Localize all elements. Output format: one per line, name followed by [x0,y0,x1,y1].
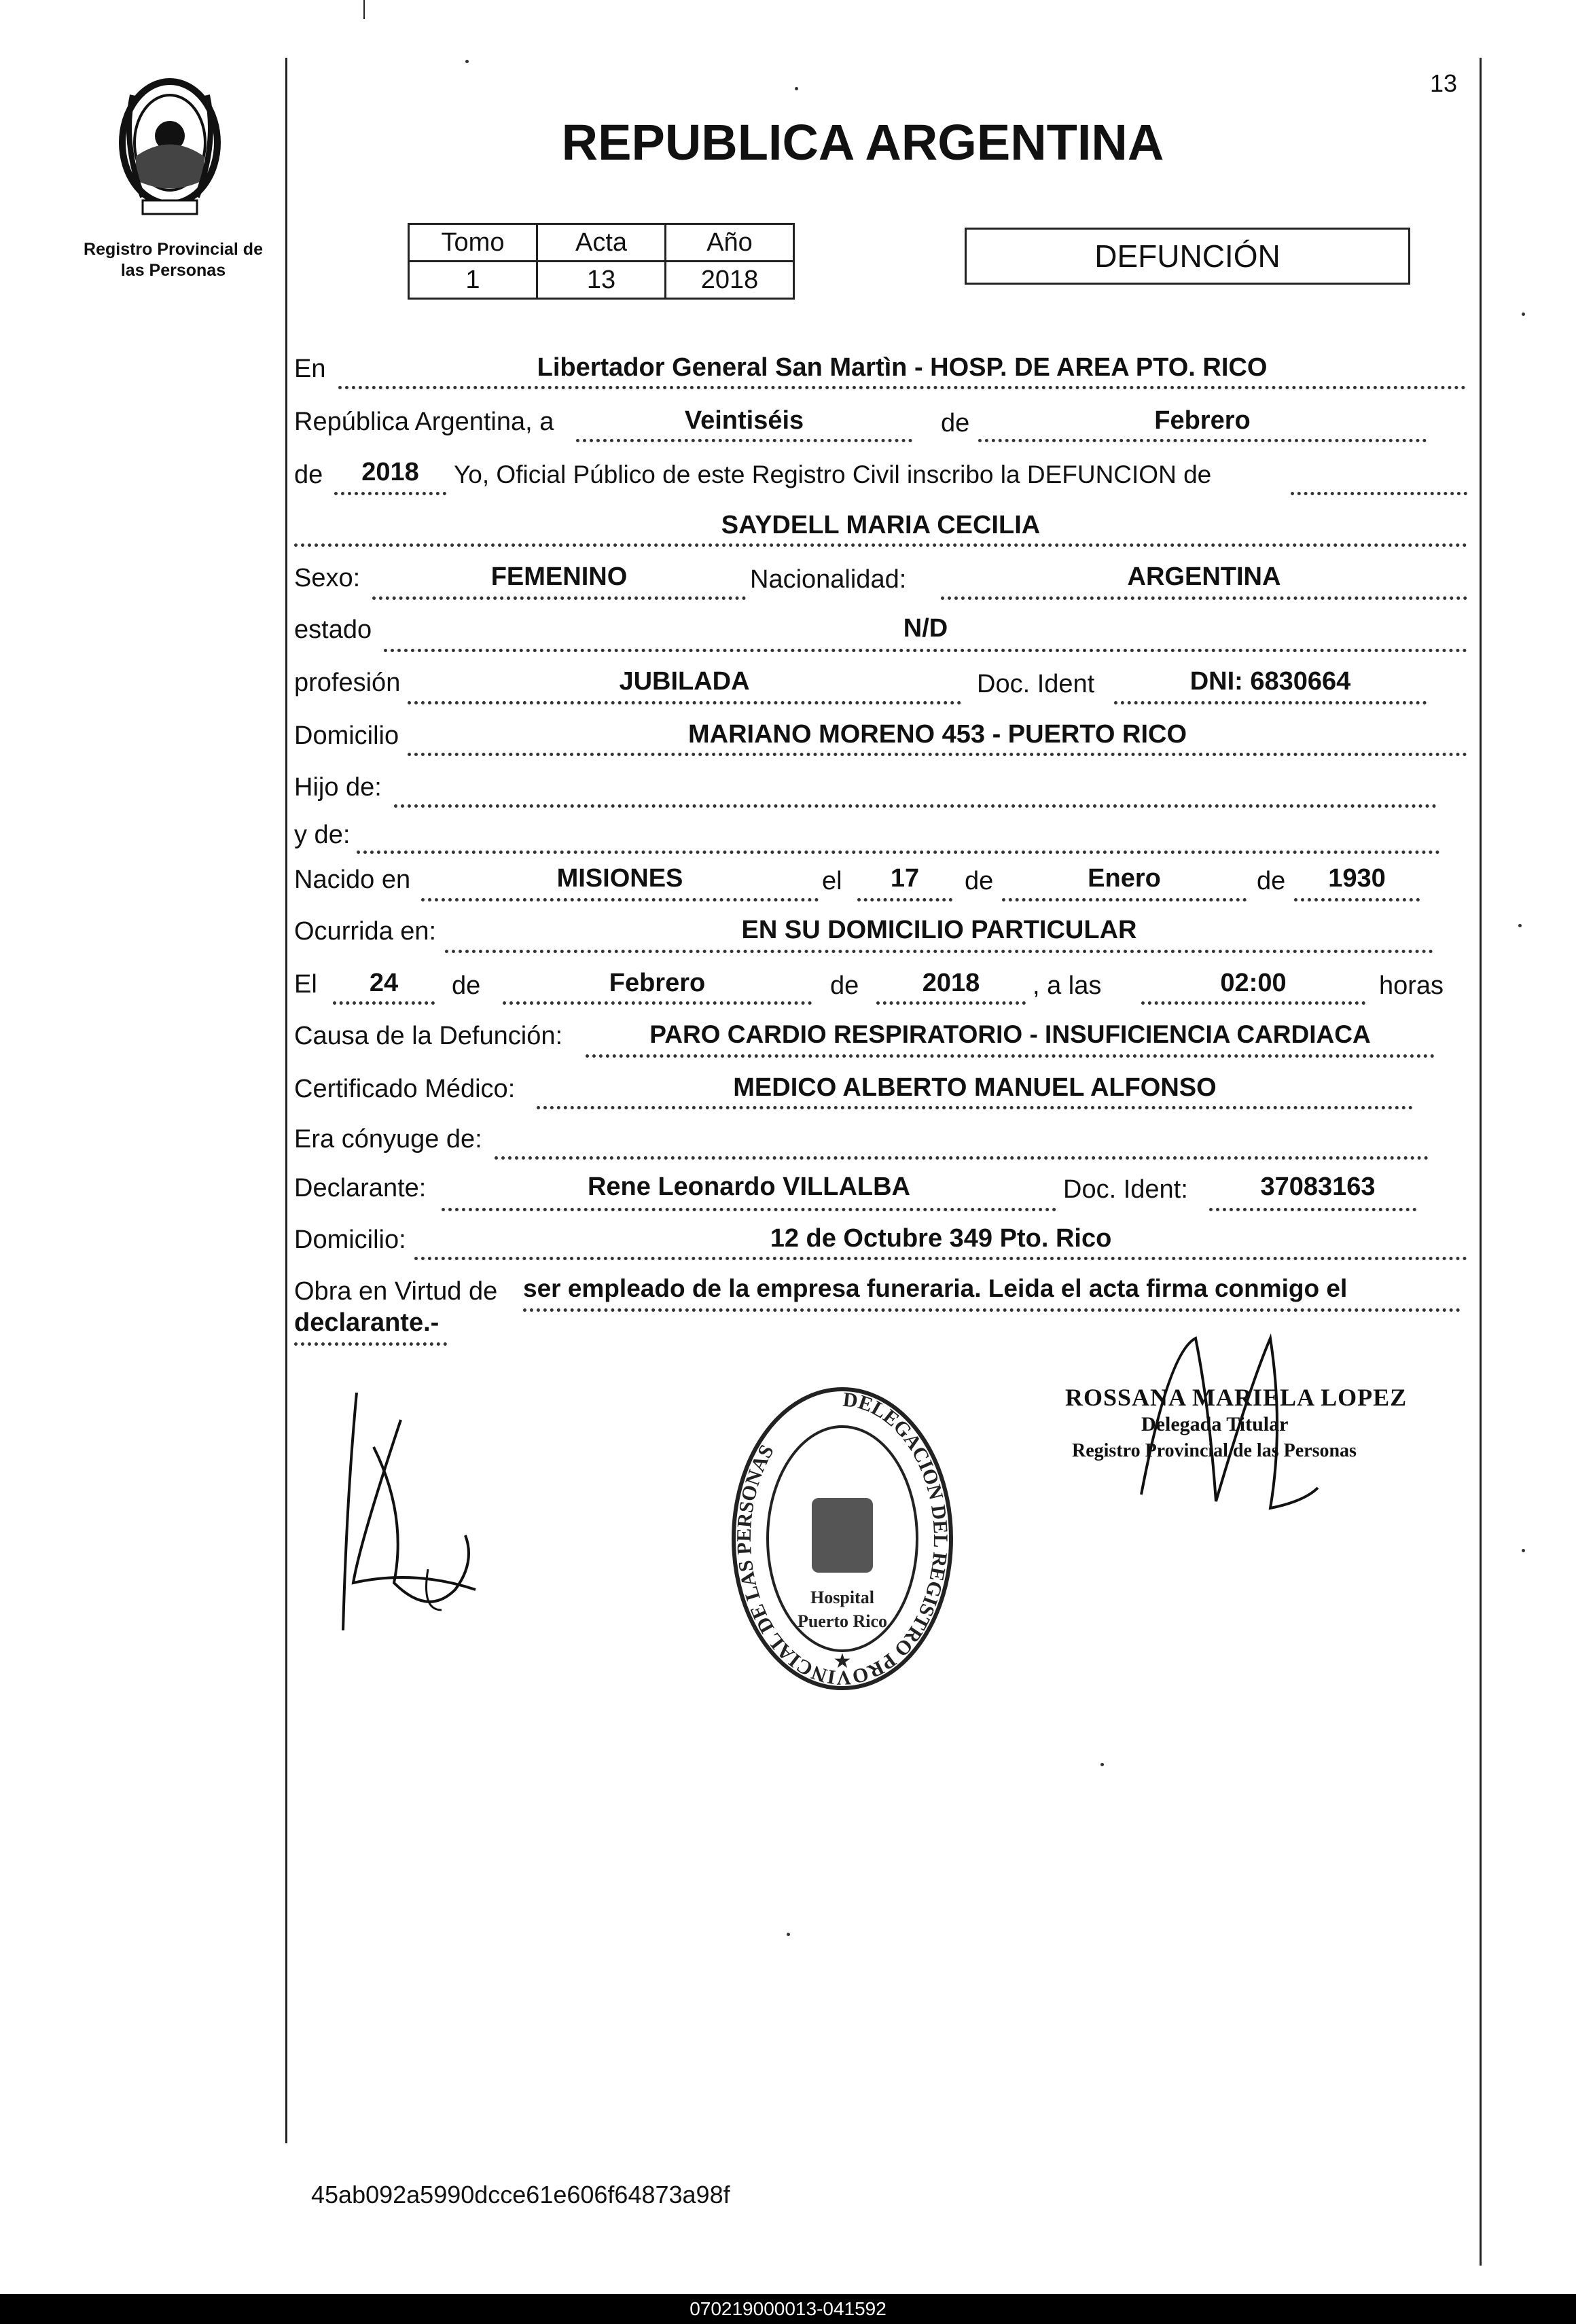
declarante-doc: 37083163 [1260,1173,1376,1201]
domicilio-dotted-line [408,753,1467,756]
certificado-label: Certificado Médico: [294,1075,516,1103]
sexo-label: Sexo: [294,564,361,592]
obra-label: Obra en Virtud de [294,1277,498,1306]
birth-year: 1930 [1328,864,1386,893]
birth-month: Enero [1088,864,1161,893]
scan-speck [1518,924,1522,927]
declarant-signature [319,1365,509,1658]
obra-dotted-line-2 [294,1342,447,1346]
acta-header: Acta [537,224,666,262]
death-month-dotted-line [503,1001,812,1005]
scan-speck [795,87,798,90]
estado-value: N/D [903,614,948,643]
nacido-value: MISIONES [556,864,683,893]
nacido-label: Nacido en [294,865,411,894]
logo-caption: Registro Provincial de las Personas [84,240,263,280]
anio-value: 2018 [666,262,794,299]
de-label-2: de [294,461,323,489]
obra-value: ser empleado de la empresa funeraria. Leida el acta firma conmigo el [523,1274,1348,1302]
scan-speck [1522,1549,1525,1552]
top-tick-line [363,0,365,19]
inscribe-dotted-line [1291,492,1467,495]
death-time-dotted-line [1141,1001,1365,1005]
de-label-4: de [1257,867,1286,895]
scan-speck [787,1933,790,1936]
birth-year-dotted-line [1294,898,1420,901]
ocurrida-dotted-line [445,950,1433,953]
declarante-domicilio: 12 de Octubre 349 Pto. Rico [770,1224,1112,1253]
death-time: 02:00 [1220,969,1287,997]
document-hash: 45ab092a5990dcce61e606f64873a98f [311,2181,730,2209]
tomo-header: Tomo [409,224,537,262]
doc-ident-dotted-line [1114,701,1427,704]
declarante-doc-dotted-line [1209,1208,1416,1211]
stamp-ring-text: DELEGACION DEL REGISTRO PROVINCIAL DE LAS PERSONAS [732,1388,952,1690]
day-dotted-line [576,439,912,442]
obra-value-2: declarante.- [294,1308,440,1337]
deceased-name: SAYDELL MARIA CECILIA [721,511,1041,539]
official-name: ROSSANA MARIELA LOPEZ [1065,1384,1408,1411]
right-margin-line [1480,58,1482,2266]
declarante-domicilio-dotted-line [414,1257,1467,1260]
nacionalidad-dotted-line [941,596,1467,600]
death-year: 2018 [922,969,980,997]
stamp-inner-text-1: Hospital [810,1588,874,1607]
month-dotted-line [978,439,1427,442]
hijo-label: Hijo de: [294,773,382,802]
anio-header: Año [666,224,794,262]
page-title: REPUBLICA ARGENTINA [561,114,1164,171]
en-dotted-line [338,386,1466,389]
death-month: Febrero [609,969,706,997]
profesion-label: profesión [294,668,401,697]
hijo-dotted-line [394,804,1437,808]
estado-label: estado [294,615,372,644]
footer-bar [0,2294,1576,2324]
nacionalidad-label: Nacionalidad: [750,565,907,594]
province-logo [102,68,238,217]
day-value: Veintiséis [684,406,804,435]
certificado-dotted-line [537,1106,1413,1109]
conyuge-dotted-line [495,1156,1429,1160]
record-table [408,223,795,300]
ocurrida-value: EN SU DOMICILIO PARTICULAR [741,916,1137,944]
declarante-dotted-line [442,1208,1056,1211]
page-number: 13 [1430,69,1458,97]
de-label: de [941,409,970,437]
year-value: 2018 [361,458,419,486]
death-year-dotted-line [876,1001,1026,1005]
declarante-label: Declarante: [294,1174,427,1202]
svg-text:★: ★ [833,1650,852,1673]
el-label-2: El [294,970,317,999]
nacionalidad-value: ARGENTINA [1127,562,1281,591]
birth-day: 17 [890,864,920,893]
month-value: Febrero [1154,406,1251,435]
horas-label: horas [1379,971,1444,1000]
official-title: Delegada Titular [1141,1413,1289,1435]
de-label-5: de [452,971,481,1000]
year-dotted-line [334,492,446,495]
document-type-box: DEFUNCIÓN [965,228,1410,285]
domicilio-label-2: Domicilio: [294,1226,406,1254]
inscribe-text: Yo, Oficial Público de este Registro Civil inscribo la DEFUNCION de [454,461,1212,488]
scan-speck [465,60,469,63]
conyuge-label: Era cónyuge de: [294,1125,482,1154]
doc-ident-label-2: Doc. Ident: [1063,1175,1188,1204]
profesion-value: JUBILADA [619,667,750,696]
domicilio-value: MARIANO MORENO 453 - PUERTO RICO [687,720,1187,749]
sexo-value: FEMENINO [490,562,628,591]
stamp-inner-text-2: Puerto Rico [797,1611,888,1631]
name-dotted-line [294,543,1467,547]
death-day-dotted-line [333,1001,435,1005]
profesion-dotted-line [408,701,961,704]
footer-code: 070219000013-041592 [690,2298,886,2319]
official-stamp [727,1379,958,1698]
estado-dotted-line [384,649,1467,652]
death-day: 24 [369,969,399,997]
birth-month-dotted-line [1002,898,1247,901]
birth-day-dotted-line [857,898,952,901]
en-label: En [294,355,326,383]
alas-label: , a las [1033,971,1102,1000]
certificado-value: MEDICO ALBERTO MANUEL ALFONSO [733,1073,1217,1102]
left-margin-line [285,58,287,2143]
el-label: el [822,867,842,895]
en-value: Libertador General San Martìn - HOSP. DE AREA PTO. RICO [537,353,1268,382]
obra-dotted-line [523,1308,1461,1312]
scan-speck [1522,312,1525,316]
causa-dotted-line [586,1054,1435,1058]
tomo-value: 1 [409,262,537,299]
de-label-3: de [965,867,994,895]
ocurrida-label: Ocurrida en: [294,917,437,946]
doc-ident-label: Doc. Ident [977,670,1095,698]
causa-value: PARO CARDIO RESPIRATORIO - INSUFICIENCIA CARDIACA [649,1020,1371,1048]
declarante-value: Rene Leonardo VILLALBA [587,1173,911,1201]
official-office: Registro Provincial de las Personas [1072,1440,1357,1461]
causa-label: Causa de la Defunción: [294,1022,563,1050]
acta-value: 13 [537,262,666,299]
domicilio-label: Domicilio [294,721,399,750]
yde-dotted-line [357,851,1440,854]
republica-label: República Argentina, a [294,408,554,436]
doc-ident-value: DNI: 6830664 [1189,667,1351,696]
scan-speck [1100,1763,1104,1766]
sexo-dotted-line [372,596,746,600]
de-label-6: de [830,971,859,1000]
nacido-dotted-line [421,898,819,901]
yde-label: y de: [294,821,351,849]
